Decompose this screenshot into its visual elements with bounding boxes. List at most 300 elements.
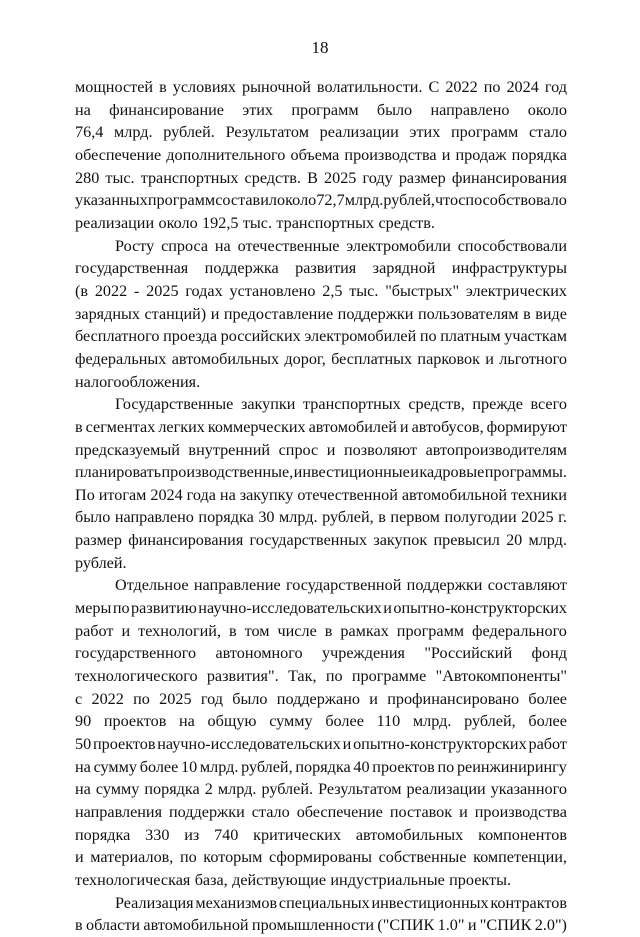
word: Росту (115, 236, 155, 255)
text-line (75, 76, 567, 99)
word: "быстрых" (385, 281, 460, 300)
word: рублей, (322, 508, 374, 527)
word: млрд. (279, 508, 318, 527)
word: автобусов, (411, 417, 484, 436)
word: фонд (531, 644, 567, 663)
word: программы. (484, 463, 567, 482)
word: закупку (239, 485, 294, 504)
word: 2024 (150, 485, 183, 504)
word: по (483, 78, 501, 96)
word: из (184, 825, 200, 844)
word: программ (451, 123, 519, 142)
word: в (159, 78, 167, 96)
word: и (485, 349, 494, 368)
word: транспортных (276, 213, 375, 232)
word: работ (75, 621, 114, 640)
word: развития". (206, 667, 279, 686)
word: и (342, 735, 352, 754)
word: 2025 (324, 168, 357, 187)
word: 20 (506, 531, 523, 550)
word: виде (535, 304, 567, 323)
word: собственные (378, 848, 467, 867)
word: 192,5 (202, 213, 239, 232)
word: в (324, 621, 333, 640)
text-line (75, 280, 567, 303)
word: Результатом (225, 123, 309, 142)
word: автомобильной (401, 485, 508, 504)
word: отечественной (297, 485, 398, 504)
word: на (214, 236, 231, 255)
word: в (523, 304, 531, 323)
word: 10 (180, 757, 198, 776)
word: по (112, 599, 130, 618)
word: направления (75, 803, 163, 821)
word: электромобилей (304, 327, 417, 346)
text-line (75, 99, 567, 122)
text-line (75, 529, 567, 552)
word: мощностей (75, 78, 154, 96)
word: на (75, 100, 91, 119)
word: электрических (465, 281, 567, 300)
word: меры (75, 599, 112, 618)
text-line (75, 778, 567, 801)
word: в (75, 417, 83, 436)
word: профинансировано (387, 689, 520, 708)
word: прежде (472, 395, 523, 414)
word: и (383, 599, 392, 618)
word: порядка (198, 508, 254, 527)
word: полугодии (444, 508, 517, 527)
word: этих (242, 100, 274, 119)
word: млрд. (217, 780, 257, 799)
word: инвестиционных (371, 893, 489, 912)
word: около (527, 100, 567, 119)
word: размер (75, 531, 122, 550)
word: и (326, 440, 336, 459)
word: индустриальные (330, 870, 445, 889)
word: и (467, 916, 477, 935)
word: поддержка (204, 259, 279, 278)
word: было (376, 100, 413, 119)
word: том (244, 621, 270, 640)
word: программ (396, 621, 465, 640)
word: станций) (144, 304, 207, 323)
word: средств, (408, 395, 465, 414)
word: было (75, 508, 111, 527)
word: материалов, (90, 848, 174, 867)
word: указанных (75, 191, 148, 210)
word: млрд. (412, 712, 452, 731)
word: финансирование (109, 100, 224, 119)
word: на (179, 712, 195, 731)
word: рублей. (75, 553, 127, 572)
word: федерального (472, 621, 567, 640)
text-line (75, 688, 567, 711)
word: Государственные (115, 395, 234, 414)
text-line (75, 597, 567, 620)
word: реализации (319, 123, 399, 142)
word: области (85, 916, 141, 935)
text-line (75, 325, 567, 348)
word: промышленности (251, 916, 375, 935)
word: составляют (487, 576, 567, 595)
word: легких (158, 417, 205, 436)
word: тыс. (349, 281, 379, 300)
word: спроса (161, 236, 209, 255)
word: итогам (98, 485, 147, 504)
word: государственного (75, 644, 197, 663)
word: этих (409, 123, 441, 142)
word: специальных (278, 893, 370, 912)
word: дополнительного (166, 145, 286, 164)
word: в (75, 916, 83, 935)
word: сумму (93, 757, 137, 776)
word: года (186, 485, 216, 504)
word: поддержано (276, 689, 360, 708)
word: на (219, 485, 236, 504)
word: по (419, 327, 437, 346)
word: по (437, 757, 455, 776)
word: превысил (433, 531, 500, 550)
word: автомобильных (171, 349, 280, 368)
word: электромобили (346, 236, 451, 255)
word: 40 (353, 757, 370, 776)
text-line (75, 303, 567, 326)
word: 2022 (445, 78, 478, 96)
word: автомобильной (143, 916, 249, 935)
text-line (75, 824, 567, 847)
word: поддержки (406, 576, 483, 595)
word: автопроизводителям (425, 440, 567, 459)
text-line (75, 756, 567, 779)
text-line (75, 733, 567, 756)
word: стало (529, 123, 567, 142)
text-line (75, 710, 567, 733)
word: предсказуемый (75, 440, 180, 459)
word: техники (510, 485, 567, 504)
word: около (277, 191, 317, 210)
word: внутренний (188, 440, 271, 459)
word: проекты. (449, 870, 512, 889)
text-line (75, 892, 567, 915)
word: автомобилей (308, 417, 397, 436)
text-line (75, 620, 567, 643)
word: обеспечение (296, 803, 383, 821)
word: 2024 (506, 78, 539, 96)
word: годах (185, 281, 223, 300)
text-line (75, 416, 567, 439)
word: финансирования (128, 531, 244, 550)
word: 2022 (94, 281, 128, 300)
body-text (75, 76, 567, 937)
word: волатильности. (316, 78, 423, 96)
word: "СПИК (479, 916, 532, 935)
word: рублей. (261, 780, 314, 799)
text-line (75, 371, 567, 394)
word: и (410, 463, 419, 482)
text-line (75, 461, 567, 484)
word: позволяют (344, 440, 418, 459)
word: развития (295, 259, 357, 278)
word: тыс. (242, 213, 272, 232)
word: и (459, 803, 468, 821)
word: программ (291, 100, 359, 119)
word: парковок (417, 349, 480, 368)
text-line (75, 393, 567, 416)
text-line (75, 642, 567, 665)
word: "Автокомпоненты" (435, 667, 567, 686)
text-line (75, 484, 567, 507)
word: более (528, 712, 567, 731)
word: 2025 (146, 281, 179, 300)
word: проектов (103, 712, 167, 731)
text-line (75, 167, 567, 190)
word: порядка (511, 145, 567, 164)
word: компонентов (478, 825, 567, 844)
word: установлено (229, 281, 316, 300)
word: средств. (244, 168, 301, 187)
word: зарядной (372, 259, 436, 278)
word: в (378, 508, 386, 527)
word: условиях (172, 78, 237, 96)
word: научно-исследовательских (198, 599, 382, 618)
word: общую (207, 712, 257, 731)
text-line (75, 914, 567, 937)
word: механизмов (195, 893, 278, 912)
word: и (441, 145, 451, 164)
text-line (75, 144, 567, 167)
word: 50 (75, 735, 92, 754)
word: автономного (215, 644, 303, 663)
word: более (139, 757, 179, 776)
word: компетенции, (473, 848, 567, 867)
word: зарядных (75, 304, 140, 323)
word: порядка (295, 757, 351, 776)
word: сформированы (268, 848, 373, 867)
word: платным (440, 327, 501, 346)
word: первом (390, 508, 440, 527)
word: проектов (92, 735, 156, 754)
text-line (75, 257, 567, 280)
word: поставок (389, 803, 453, 821)
word: закупок (373, 531, 428, 550)
page-number: 18 (311, 38, 329, 57)
word: налогообложения. (75, 372, 201, 391)
word: действующие (232, 870, 327, 889)
word: научно-исследовательских (157, 735, 341, 754)
word: федеральных (75, 349, 167, 368)
word: на (75, 757, 91, 776)
word: производства (474, 803, 567, 821)
word: тыс. (105, 168, 135, 187)
word: (в (75, 281, 89, 300)
word: средств. (378, 213, 435, 232)
text-line (75, 439, 567, 462)
word: 330 (145, 825, 170, 844)
word: способствовали (457, 236, 567, 255)
word: проектов (372, 757, 435, 776)
word: пользователям (417, 304, 519, 323)
word: В (307, 168, 318, 187)
word: работ (528, 735, 567, 754)
word: Так, (287, 667, 317, 686)
word: более (325, 712, 364, 731)
word: порядка (75, 825, 131, 844)
word: 72,7 (316, 191, 345, 210)
word: Отдельное (115, 576, 189, 595)
word: 280 (75, 168, 100, 187)
word: формируют (486, 417, 567, 436)
word: реализации (75, 213, 155, 232)
text-line (75, 552, 567, 575)
word: что (435, 191, 459, 210)
word: рублей, (464, 712, 516, 731)
word: С (428, 78, 440, 96)
word: по (179, 848, 197, 867)
word: 2 (204, 780, 213, 799)
word: рублей, (241, 757, 293, 776)
word: опытно-конструкторских (393, 599, 567, 618)
word: инфраструктуры (451, 259, 567, 278)
word: поддержки (337, 304, 414, 323)
word: сегментах (85, 417, 156, 436)
word: транспортных (140, 168, 239, 187)
text-line (75, 869, 567, 892)
word: учреждения (322, 644, 405, 663)
word: с (75, 689, 83, 708)
word: году (362, 168, 393, 187)
word: указанного (490, 780, 567, 799)
word: закупки (240, 395, 296, 414)
word: всего (530, 395, 567, 414)
word: 76,4 (75, 123, 104, 142)
word: российских (220, 327, 301, 346)
word: рамках (340, 621, 389, 640)
word: развитию (131, 599, 197, 618)
word: Результатом (318, 780, 402, 799)
word: Реализация (115, 893, 194, 912)
word: по (133, 689, 150, 708)
word: транспортных (303, 395, 401, 414)
word: По (75, 485, 95, 504)
word: опытно-конструкторских (353, 735, 527, 754)
word: млрд. (114, 123, 153, 142)
word: программ (147, 191, 216, 210)
word: и (399, 417, 409, 436)
word: 2025 (521, 508, 554, 527)
text-line (75, 235, 567, 258)
word: в (228, 621, 237, 640)
text-line (75, 846, 567, 869)
word: 740 (214, 825, 239, 844)
word: планировать (75, 463, 162, 482)
word: и (75, 848, 84, 867)
word: размер (398, 168, 446, 187)
word: инвестиционные (293, 463, 410, 482)
word: и (369, 689, 378, 708)
word: способствовало (458, 191, 567, 210)
word: продаж (455, 145, 507, 164)
word: более (528, 689, 567, 708)
word: участкам (504, 327, 567, 346)
word: год (544, 78, 567, 96)
word: критических (253, 825, 342, 844)
word: 1.0" (437, 916, 465, 935)
word: предоставление (223, 304, 334, 323)
word: реинжинирингу (456, 757, 567, 776)
word: государственной (285, 576, 402, 595)
word: контрактов (490, 893, 567, 912)
word: производственные, (161, 463, 294, 482)
word: бесплатных (331, 349, 413, 368)
word: и (210, 304, 220, 323)
word: государственная (75, 259, 189, 278)
word: направлено (430, 100, 510, 119)
word: стало (251, 803, 290, 821)
word: рыночной (242, 78, 311, 96)
word: порядка (144, 780, 200, 799)
word: технологическая (75, 870, 191, 889)
word: производства (344, 145, 437, 164)
word: составил (215, 191, 277, 210)
word: направление (193, 576, 281, 595)
word: государственных (249, 531, 368, 550)
word: которым (203, 848, 263, 867)
word: направлено (114, 508, 194, 527)
word: - (133, 281, 140, 300)
word: 90 (75, 712, 92, 731)
word: 2,5 (322, 281, 343, 300)
text-line (75, 348, 567, 371)
word: поддержки (169, 803, 245, 821)
word: 2022 (91, 689, 124, 708)
word: автомобильных (355, 825, 464, 844)
word: отечественные (237, 236, 340, 255)
word: год (200, 689, 223, 708)
word: было (232, 689, 268, 708)
word: млрд. (199, 757, 239, 776)
word: коммерческих (207, 417, 306, 436)
word: ("СПИК (377, 916, 435, 935)
word: дорог, (284, 349, 326, 368)
word: финансирования (451, 168, 567, 187)
text-line (75, 574, 567, 597)
text-line (75, 212, 567, 235)
word: на (75, 780, 91, 799)
word: рублей. (163, 123, 215, 142)
text-line (75, 665, 567, 688)
word: сумму (269, 712, 313, 731)
word: около (158, 213, 198, 232)
word: спрос (278, 440, 319, 459)
text-line (75, 189, 567, 212)
word: база, (194, 870, 228, 889)
word: обеспечение (75, 145, 162, 164)
word: 30 (258, 508, 275, 527)
word: льготного (499, 349, 567, 368)
word: кадровые (419, 463, 485, 482)
word: г. (558, 508, 567, 527)
word: "Российский (424, 644, 513, 663)
word: бесплатного (75, 327, 160, 346)
word: технологического (75, 667, 198, 686)
word: млрд. (528, 531, 567, 550)
word: объема (290, 145, 340, 164)
word: 2.0") (534, 916, 567, 935)
word: по (325, 667, 343, 686)
word: 110 (376, 712, 401, 731)
text-line (75, 506, 567, 529)
